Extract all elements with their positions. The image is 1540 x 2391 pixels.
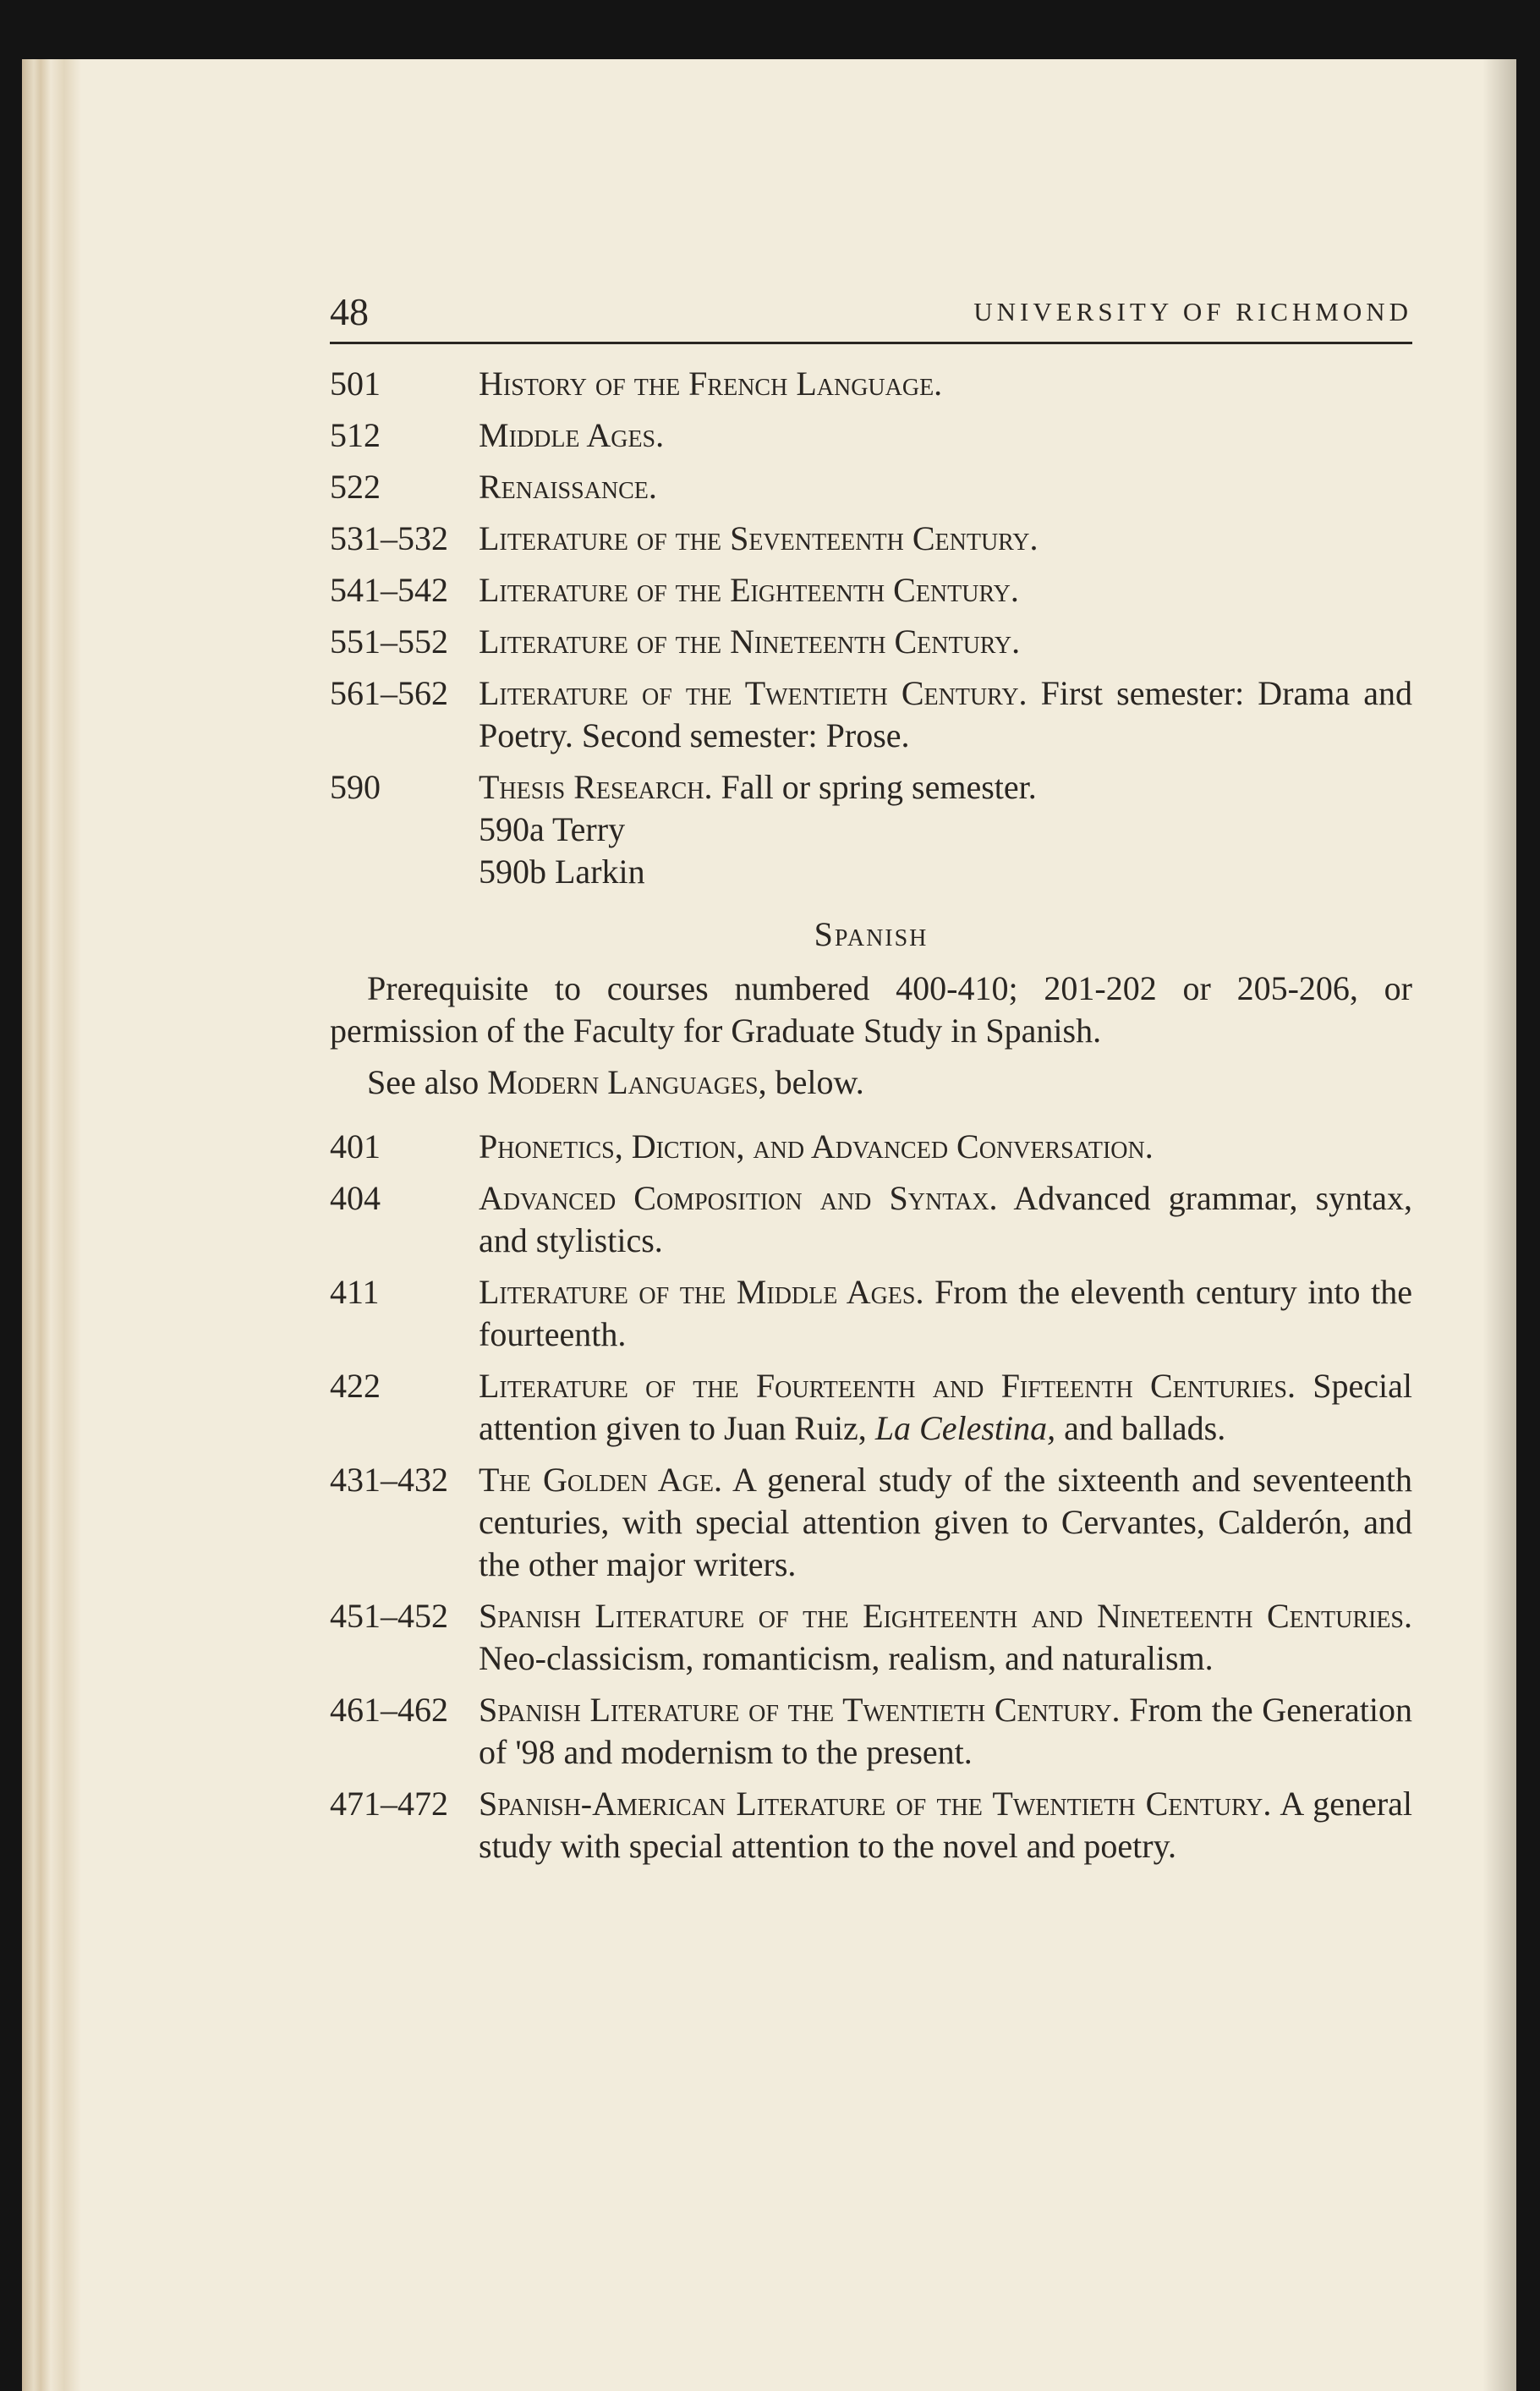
course-title: Spanish Literature of the Twentieth Century. xyxy=(479,1691,1121,1729)
course-entry xyxy=(330,1595,1412,1680)
see-also-reference: Modern Languages xyxy=(487,1063,759,1101)
course-number: 401 xyxy=(330,1127,381,1165)
thesis-section: 590a Terry xyxy=(479,810,626,848)
course-title: Literature of the Eighteenth Century. xyxy=(479,571,1019,609)
course-title: Phonetics, Diction, and Advanced Conversation. xyxy=(479,1127,1154,1165)
course-number: 512 xyxy=(330,416,381,454)
course-entry xyxy=(330,1459,1412,1586)
course-number: 522 xyxy=(330,468,381,506)
course-title: Literature of the Seventeenth Century. xyxy=(479,519,1039,557)
course-description: Special attention given to Juan Ruiz, xyxy=(479,1367,1412,1447)
course-title: Literature of the Twentieth Century. xyxy=(479,674,1028,712)
course-description: First semester: Drama and Poetry. Second semester: Prose. xyxy=(479,674,1412,754)
course-number: 404 xyxy=(330,1179,381,1217)
course-description: From the eleventh century into the fourteenth. xyxy=(479,1273,1413,1353)
course-title: The Golden Age. xyxy=(479,1461,723,1499)
course-entry xyxy=(330,363,1412,405)
course-description-end: and ballads. xyxy=(1055,1409,1226,1447)
course-number: 422 xyxy=(330,1367,381,1405)
course-number: 461–462 xyxy=(330,1691,448,1729)
french-course-list xyxy=(330,363,1412,893)
course-title: Thesis Research. xyxy=(479,768,713,806)
course-entry xyxy=(330,414,1412,457)
course-number: 471–472 xyxy=(330,1785,448,1823)
course-number: 590 xyxy=(330,768,381,806)
section-heading-spanish: Spanish xyxy=(814,915,929,953)
course-entry xyxy=(330,1783,1412,1867)
course-entry xyxy=(330,569,1412,611)
course-number: 411 xyxy=(330,1273,380,1311)
course-description: A general study with special attention to the novel and poetry. xyxy=(479,1785,1413,1865)
spanish-course-list xyxy=(330,1126,1412,1867)
course-title: Renaissance. xyxy=(479,468,657,506)
course-entry xyxy=(330,1271,1412,1356)
course-number: 531–532 xyxy=(330,519,448,557)
prerequisite-note: Prerequisite to courses numbered 400-410; 201-202 or 205-206, or permission of the Faculty for Graduate Study in Spanish. xyxy=(330,969,1412,1050)
course-entry xyxy=(330,1689,1412,1774)
course-entry xyxy=(330,1177,1412,1262)
course-description: From the Generation of '98 and modernism to the present. xyxy=(479,1691,1413,1771)
page-edge xyxy=(22,59,81,2391)
course-entry xyxy=(330,518,1412,560)
course-title: Literature of the Fourteenth and Fifteenth Centuries. xyxy=(479,1367,1296,1405)
course-entry xyxy=(330,1126,1412,1168)
course-number: 561–562 xyxy=(330,674,448,712)
course-number: 551–552 xyxy=(330,622,448,661)
running-head: UNIVERSITY OF RICHMOND xyxy=(973,297,1412,326)
course-title: Literature of the Middle Ages. xyxy=(479,1273,924,1311)
course-description: Neo-classicism, romanticism, realism, and naturalism. xyxy=(479,1639,1214,1677)
see-also-prefix: See also xyxy=(367,1063,488,1101)
course-title: Literature of the Nineteenth Century. xyxy=(479,622,1021,661)
course-entry xyxy=(330,1365,1412,1450)
course-number: 541–542 xyxy=(330,571,448,609)
course-description-italic: La Celestina, xyxy=(874,1409,1056,1447)
course-entry xyxy=(330,621,1412,663)
course-description: Advanced grammar, syntax, and stylistics. xyxy=(479,1179,1413,1259)
course-entry xyxy=(330,766,1412,809)
course-description: A general study of the sixteenth and seventeenth centuries, with special attention given to Cervantes, Calderón, and the other major writers. xyxy=(479,1461,1412,1583)
page-content xyxy=(330,279,1412,1877)
course-number: 431–432 xyxy=(330,1461,448,1499)
course-title: Advanced Composition and Syntax. xyxy=(479,1179,998,1217)
thesis-sections xyxy=(330,809,1412,893)
course-entry xyxy=(330,466,1412,508)
course-entry xyxy=(330,672,1412,757)
page-number: 48 xyxy=(330,290,369,333)
course-number: 451–452 xyxy=(330,1597,448,1635)
course-title: Spanish Literature of the Eighteenth and Nineteenth Centuries. xyxy=(479,1597,1412,1635)
scan-border xyxy=(1516,0,1540,2391)
course-title: Spanish-American Literature of the Twentieth Century. xyxy=(479,1785,1272,1823)
course-title: Middle Ages. xyxy=(479,416,665,454)
see-also-note xyxy=(330,1061,1412,1104)
see-also-suffix: , below. xyxy=(758,1063,864,1101)
thesis-section: 590b Larkin xyxy=(479,853,645,891)
course-title: History of the French Language. xyxy=(479,365,943,403)
page-gutter-shadow xyxy=(1482,59,1516,2391)
course-number: 501 xyxy=(330,365,381,403)
course-description: Fall or spring semester. xyxy=(712,768,1037,806)
page-header xyxy=(330,279,1412,344)
